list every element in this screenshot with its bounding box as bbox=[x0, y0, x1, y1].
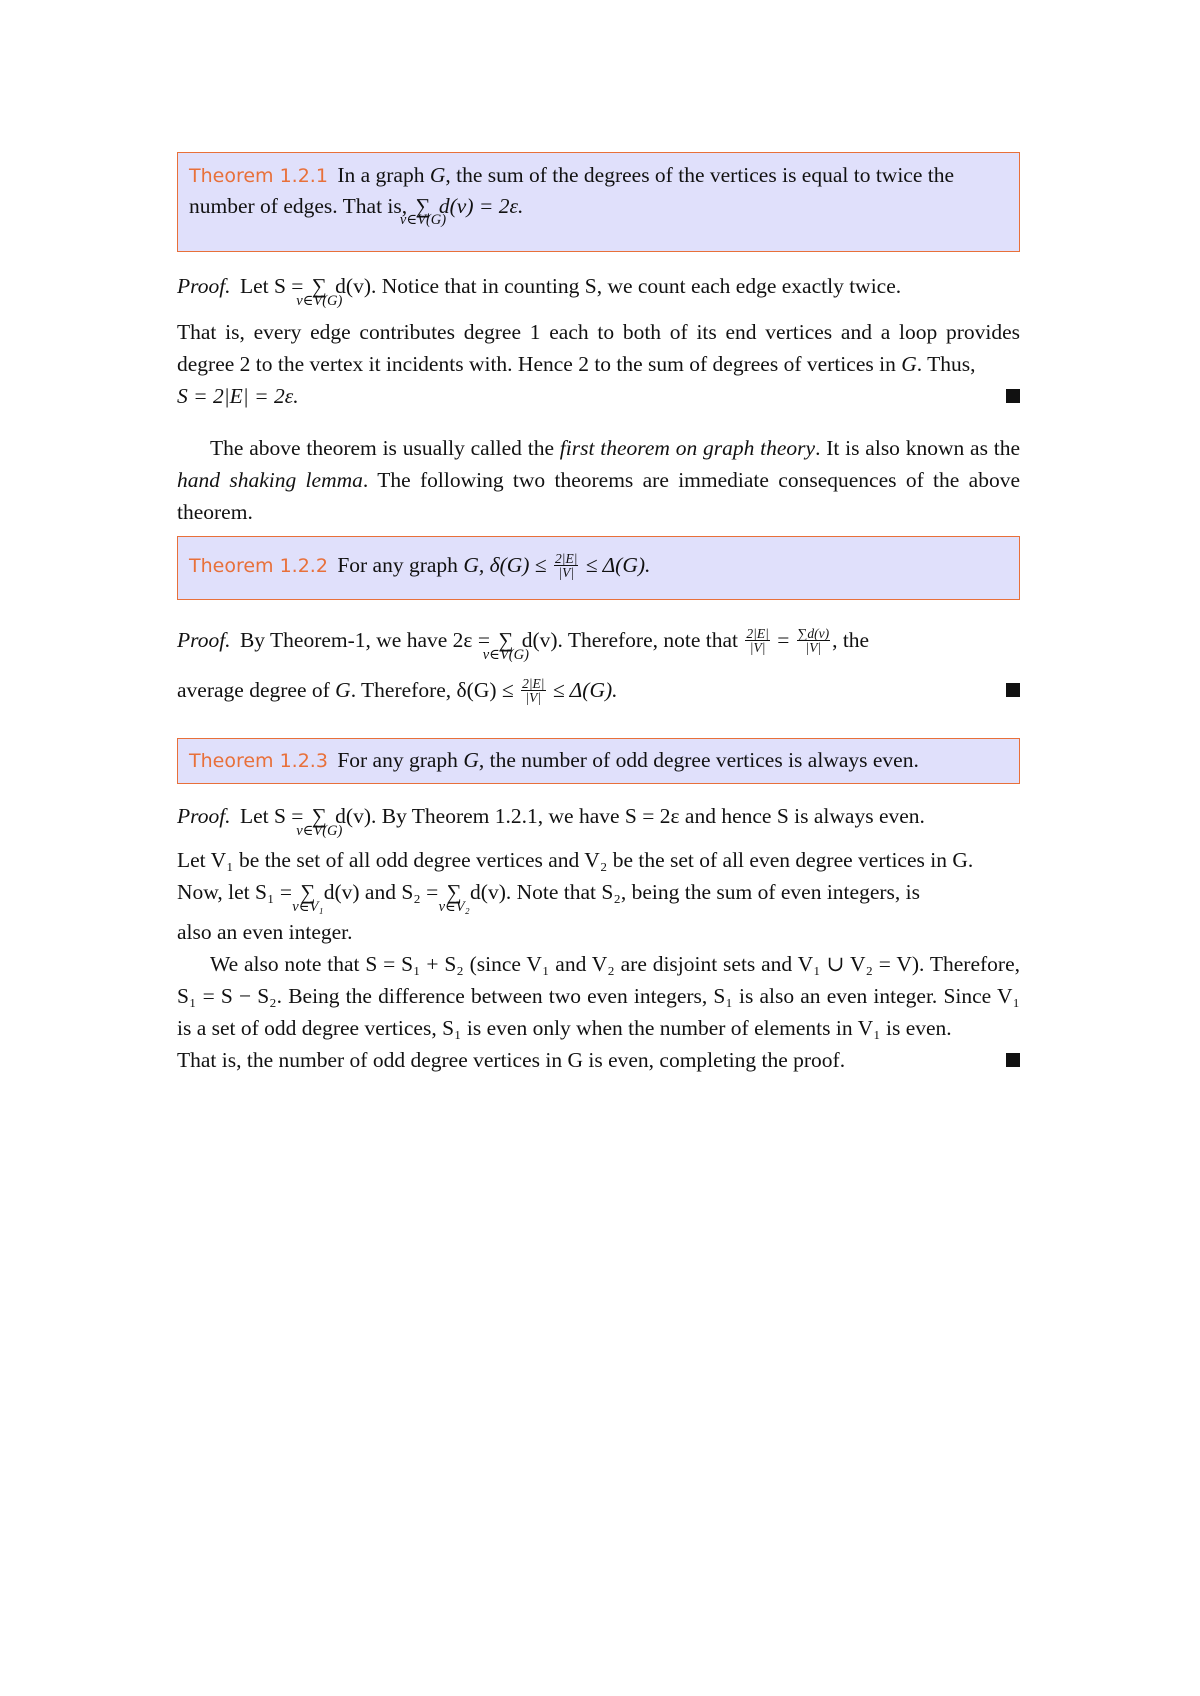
proof-3 bbox=[177, 800, 1020, 1076]
summation bbox=[438, 876, 470, 915]
proof-text: d(v). By Theorem 1.2.1, we have S = 2ε and hence S is always even. bbox=[335, 804, 925, 828]
fraction-denominator: |V| bbox=[525, 689, 542, 705]
proof-last-line bbox=[177, 1044, 1020, 1076]
fraction-numerator: ∑d(v) bbox=[797, 625, 830, 641]
fraction bbox=[554, 552, 578, 579]
proof-text: d(v) and S₂ = bbox=[323, 880, 439, 904]
sum-subscript: v∈V(G) bbox=[399, 212, 447, 228]
body-text: . It is also known as the bbox=[815, 436, 1021, 460]
proof-text: Let S = bbox=[239, 804, 304, 828]
theorem-box-2 bbox=[177, 536, 1020, 600]
math-var: G bbox=[335, 678, 351, 702]
sum-subscript: v∈V(G) bbox=[482, 647, 529, 663]
sum-sign: ∑ bbox=[446, 880, 462, 904]
proof-text: Let S = bbox=[239, 274, 304, 298]
proof-label: Proof. bbox=[177, 628, 231, 652]
theorem-text: , the sum of the degrees of the vertices is equal to twice the number of edges. That is, bbox=[189, 163, 955, 218]
content-column bbox=[177, 152, 1020, 1076]
fraction bbox=[797, 627, 830, 654]
emphasis-text: hand shaking lemma bbox=[177, 468, 363, 492]
sum-subscript: v∈V(G) bbox=[296, 823, 343, 839]
sum-subscript: v∈V₁ bbox=[292, 899, 324, 915]
proof-2 bbox=[177, 624, 1020, 706]
qed-symbol bbox=[1006, 683, 1020, 697]
sum-sign: ∑ bbox=[498, 628, 514, 652]
proof-text: Now, let S₁ = bbox=[177, 880, 292, 904]
sum-sign: ∑ bbox=[300, 880, 316, 904]
theorem-label: Theorem 1.2.3 bbox=[189, 750, 328, 772]
fraction-denominator: |V| bbox=[749, 639, 766, 655]
proof-last-line bbox=[177, 380, 1020, 412]
proof-text: , the bbox=[832, 628, 870, 652]
sum-sign: ∑ bbox=[415, 194, 431, 218]
proof-line bbox=[177, 624, 1020, 663]
math-formula: d(v) = 2ε. bbox=[438, 194, 524, 218]
math-formula: , δ(G) ≤ bbox=[478, 553, 547, 577]
summation bbox=[296, 270, 343, 309]
theorem-text: , the number of odd degree vertices is always even. bbox=[478, 748, 919, 772]
math-var: G bbox=[463, 553, 479, 577]
sum-sign: ∑ bbox=[311, 274, 327, 298]
theorem-box-3 bbox=[177, 738, 1020, 784]
fraction-numerator: 2|E| bbox=[522, 675, 545, 691]
body-text: The above theorem is usually called the bbox=[210, 436, 554, 460]
proof-text: Let V₁ be the set of all odd degree vertices and V₂ be the set of all even degree vertices in G. bbox=[177, 848, 974, 872]
fraction-numerator: 2|E| bbox=[746, 625, 769, 641]
summation bbox=[482, 624, 529, 663]
theorem-box-1 bbox=[177, 152, 1020, 252]
proof-line bbox=[177, 800, 1020, 839]
proof-text: That is, the number of odd degree vertices in G is even, completing the proof. bbox=[177, 1048, 846, 1072]
qed-symbol bbox=[1006, 389, 1020, 403]
proof-line bbox=[177, 916, 1020, 948]
proof-text: . Thus, bbox=[916, 352, 976, 376]
summation bbox=[399, 191, 447, 228]
proof-body bbox=[177, 948, 1020, 1044]
proof-line bbox=[177, 844, 1020, 876]
proof-1 bbox=[177, 270, 1020, 412]
sum-subscript: v∈V₂ bbox=[438, 899, 470, 915]
proof-line bbox=[177, 876, 1020, 915]
proof-body bbox=[177, 316, 1020, 380]
proof-text: d(v). Notice that in counting S, we count each edge exactly twice. bbox=[335, 274, 902, 298]
theorem-text: For any graph bbox=[337, 748, 458, 772]
proof-text: We also note that S = S₁ + S₂ (since V₁ and V₂ are disjoint sets and V₁ ∪ V₂ = V). Therefore, S₁ = S − S₂. Being the difference between two even integers, S₁ is also an even integer. Since V₁ is a set of odd degree vertices, S₁ is even only when the number of elements in V₁ is even. bbox=[177, 952, 1020, 1040]
math-var: G bbox=[901, 352, 917, 376]
math-formula: S = 2|E| = 2ε. bbox=[177, 384, 299, 408]
theorem-label: Theorem 1.2.2 bbox=[189, 555, 328, 577]
proof-text: = bbox=[777, 628, 790, 652]
math-var: G bbox=[463, 748, 479, 772]
proof-text: also an even integer. bbox=[177, 920, 353, 944]
proof-label: Proof. bbox=[177, 274, 231, 298]
summation bbox=[296, 800, 343, 839]
proof-label: Proof. bbox=[177, 804, 231, 828]
body-paragraph bbox=[177, 432, 1020, 528]
body-text: . The following two theorems are immediate consequences of the above theorem. bbox=[177, 468, 1020, 524]
proof-text: average degree of bbox=[177, 678, 330, 702]
math-var: G bbox=[429, 163, 446, 187]
proof-text: d(v). Therefore, note that bbox=[521, 628, 739, 652]
proof-text: By Theorem-1, we have 2ε = bbox=[239, 628, 490, 652]
theorem-text: For any graph bbox=[337, 553, 458, 577]
summation bbox=[292, 876, 324, 915]
math-formula: ≤ Δ(G). bbox=[585, 553, 651, 577]
math-formula: ≤ Δ(G). bbox=[552, 678, 618, 702]
proof-text: . Therefore, δ(G) ≤ bbox=[350, 678, 514, 702]
sum-subscript: v∈V(G) bbox=[296, 293, 343, 309]
fraction-numerator: 2|E| bbox=[554, 550, 578, 566]
proof-last-line bbox=[177, 674, 1020, 706]
fraction-denominator: |V| bbox=[558, 564, 575, 580]
theorem-label: Theorem 1.2.1 bbox=[189, 165, 328, 187]
fraction bbox=[521, 677, 545, 704]
proof-line bbox=[177, 270, 1020, 309]
sum-sign: ∑ bbox=[311, 804, 327, 828]
fraction-denominator: |V| bbox=[805, 639, 822, 655]
emphasis-text: first theorem on graph theory bbox=[559, 436, 816, 460]
qed-symbol bbox=[1006, 1053, 1020, 1067]
proof-text: That is, every edge contributes degree 1 each to both of its end vertices and a loop provides degree 2 to the vertex it incidents with. Hence 2 to the sum of degrees of vertices in bbox=[177, 320, 1020, 376]
fraction bbox=[745, 627, 769, 654]
proof-text: d(v). Note that S₂, being the sum of even integers, is bbox=[470, 880, 920, 904]
theorem-text: In a graph bbox=[337, 163, 425, 187]
